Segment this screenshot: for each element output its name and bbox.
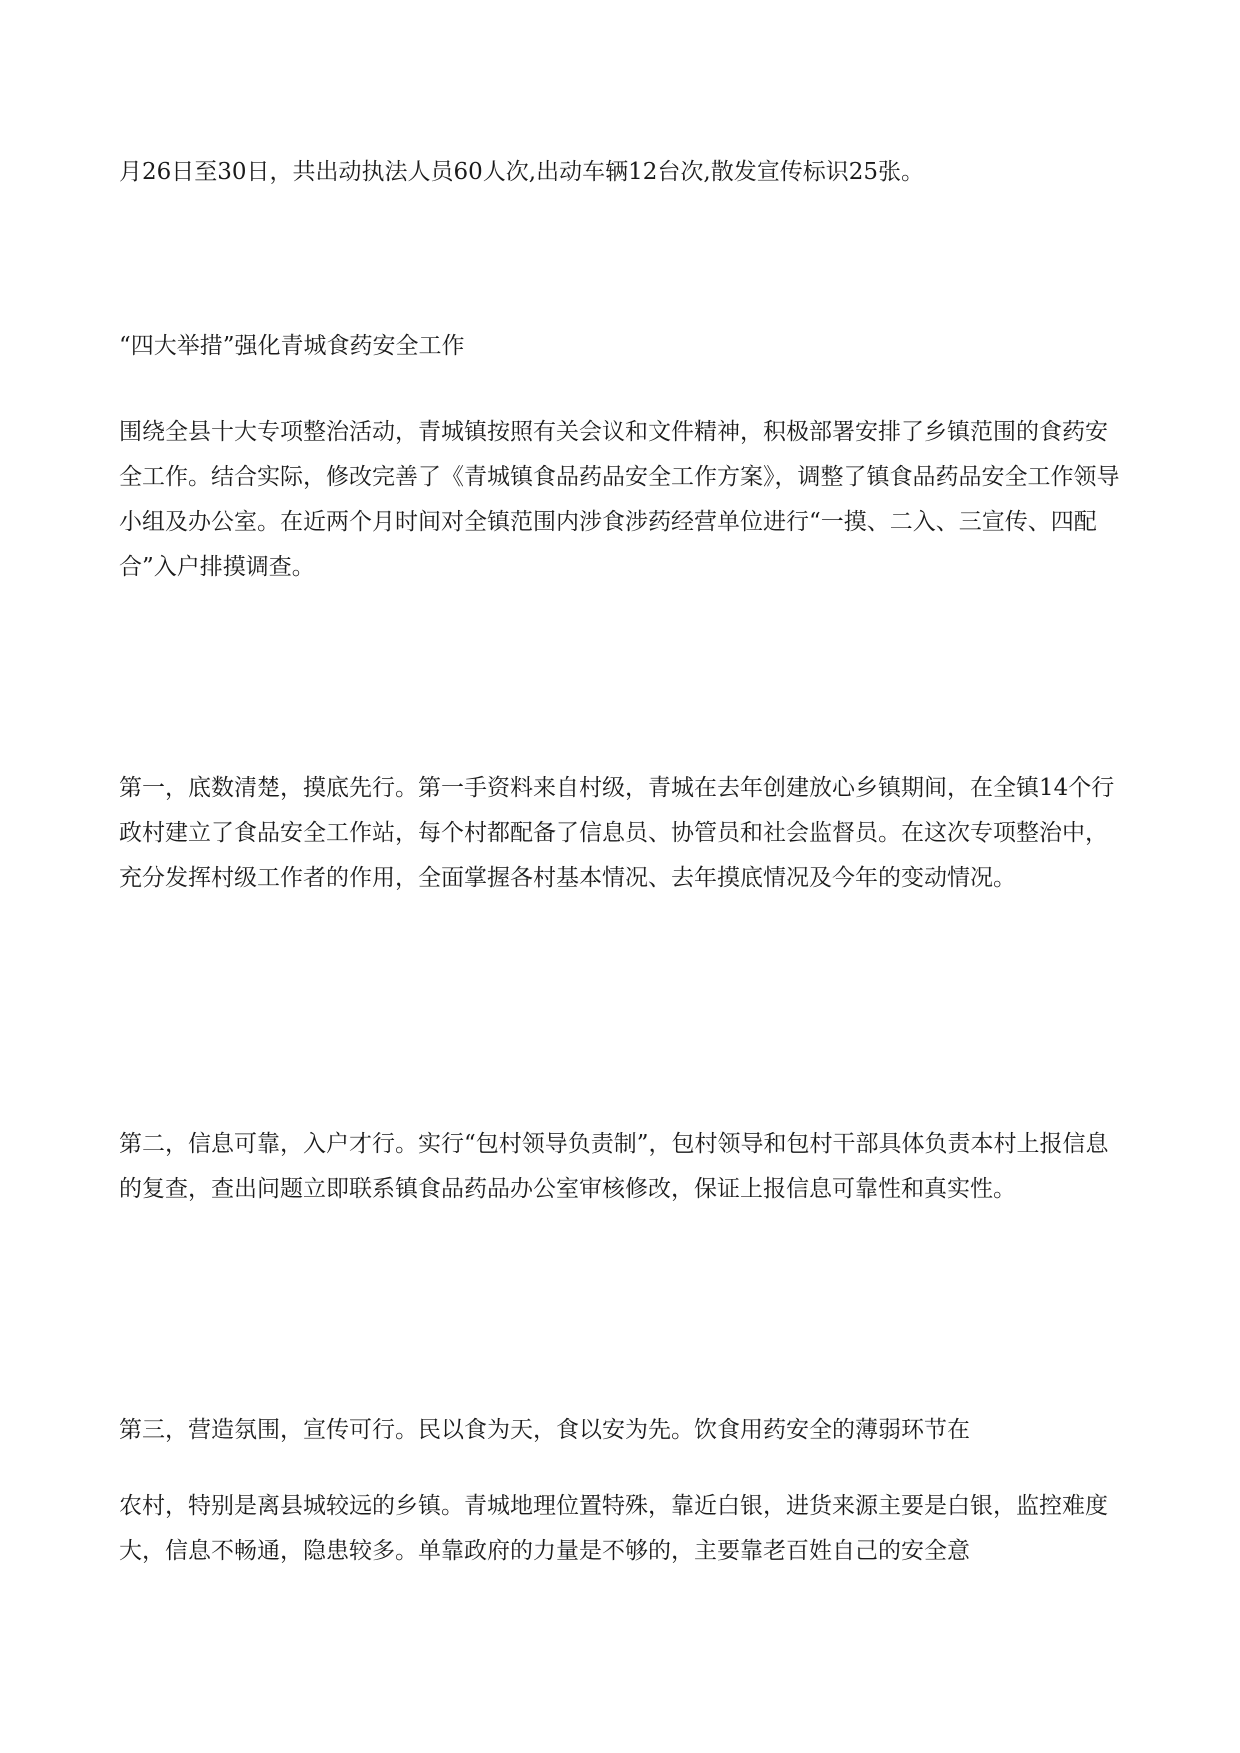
paragraph-continuation: 月26日至30日，共出动执法人员60人次,出动车辆12台次,散发宣传标识25张。 [119,159,924,185]
paragraph-measure-3-continued: 农村，特别是离县城较远的乡镇。青城地理位置特殊，靠近白银，进货来源主要是白银，监控难度大，信息不畅通，隐患较多。单靠政府的力量是不够的，主要靠老百姓自己的安全意 [119,1493,1108,1564]
paragraph-measure-1: 第一，底数清楚，摸底先行。第一手资料来自村级，青城在去年创建放心乡镇期间，在全镇14个行政村建立了食品安全工作站，每个村都配备了信息员、协管员和社会监督员。在这次专项整治中，充分发挥村级工作者的作用，全面掌握各村基本情况、去年摸底情况及今年的变动情况。 [119,775,1115,891]
paragraph-intro: 围绕全县十大专项整治活动，青城镇按照有关会议和文件精神，积极部署安排了乡镇范围的食药安全工作。结合实际，修改完善了《青城镇食品药品安全工作方案》，调整了镇食品药品安全工作领导小组及办公室。在近两个月时间对全镇范围内涉食涉药经营单位进行“一摸、二入、三宣传、四配合”入户排摸调查。 [119,419,1120,580]
paragraph-measure-3: 第三，营造氛围，宣传可行。民以食为天，食以安为先。饮食用药安全的薄弱环节在 [119,1417,970,1443]
section-heading: “四大举措”强化青城食药安全工作 [119,333,465,359]
paragraph-measure-2: 第二，信息可靠，入户才行。实行“包村领导负责制”，包村领导和包村干部具体负责本村上报信息的复查，查出问题立即联系镇食品药品办公室审核修改，保证上报信息可靠性和真实性。 [119,1131,1109,1202]
